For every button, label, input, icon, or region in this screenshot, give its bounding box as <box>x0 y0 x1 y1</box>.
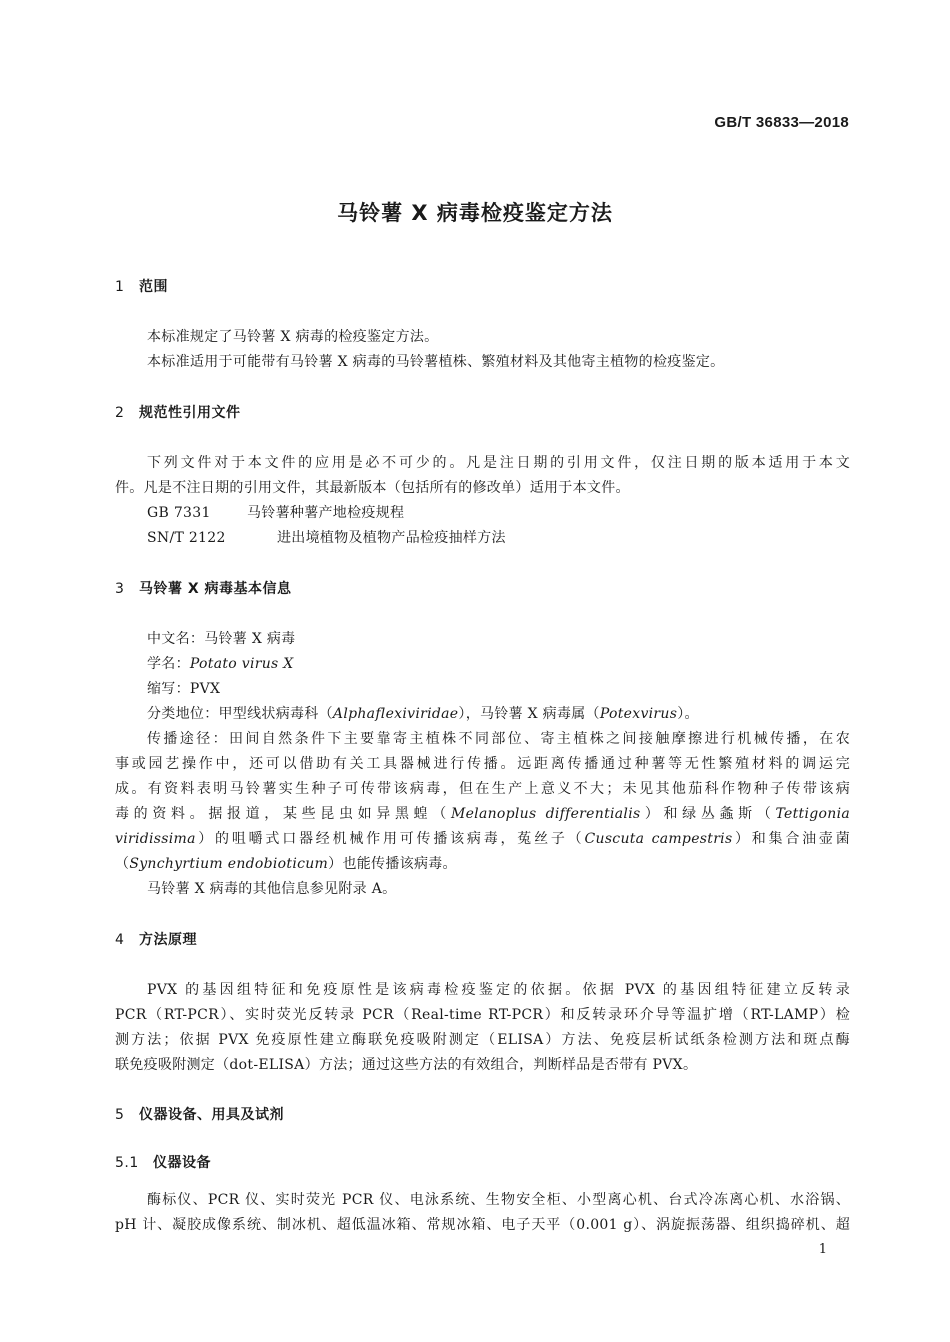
text: ）。 <box>677 706 699 722</box>
text: ）也能传播该病毒。 <box>328 856 457 872</box>
section-number: 5 <box>115 1107 125 1123</box>
text: ）和集合油壶菌 <box>732 831 850 847</box>
section-title: 范围 <box>139 279 168 295</box>
section-number: 1 <box>115 279 125 295</box>
abbreviation: 缩写：PVX <box>147 681 221 697</box>
label: 学名： <box>147 656 190 672</box>
transmission-line: 成。有资料表明马铃薯实生种子可传带该病毒，但在生产上意义不大；未见其他茄科作物种子传带该病 <box>115 781 850 797</box>
paragraph-line: 酶标仪、PCR 仪、实时荧光 PCR 仪、电泳系统、生物安全柜、小型离心机、台式冷冻离心机、水浴锅、 <box>147 1192 850 1208</box>
section-title: 马铃薯 X 病毒基本信息 <box>139 581 292 597</box>
section-number: 3 <box>115 581 125 597</box>
paragraph-line: pH 计、凝胶成像系统、制冰机、超低温冰箱、常规冰箱、电子天平（0.001 g）、涡旋振荡器、组织捣碎机、超 <box>115 1217 850 1233</box>
text: 分类地位：甲型线状病毒科（ <box>147 706 333 722</box>
section-1-heading <box>115 276 168 296</box>
reference-code: GB 7331 <box>147 505 211 521</box>
transmission-line: 传播途径：田间自然条件下主要靠寄主植株不同部位、寄主植株之间接触摩擦进行机械传播，在农 <box>147 731 850 747</box>
section-2-heading <box>115 402 241 422</box>
text: 毒的资料。据报道，某些昆虫如异黑蝗（ <box>115 806 451 822</box>
section-number: 2 <box>115 405 125 421</box>
paragraph-line: PCR（RT-PCR）、实时荧光反转录 PCR（Real-time RT-PCR）和反转录环介导等温扩增（RT-LAMP）检 <box>115 1007 850 1023</box>
reference-code: SN/T 2122 <box>147 530 226 546</box>
transmission-line: 事或园艺操作中，还可以借助有关工具器械进行传播。远距离传播通过种薯等无性繁殖材料的调运完 <box>115 756 850 772</box>
latin-name: Tettigonia <box>775 806 850 822</box>
subsection-number: 5.1 <box>115 1155 139 1171</box>
chinese-name: 中文名：马铃薯 X 病毒 <box>147 631 296 647</box>
subsection-heading <box>115 1152 211 1172</box>
text: ）的咀嚼式口器经机械作用可传播该病毒，菟丝子（ <box>195 831 585 847</box>
paragraph-line: 联免疫吸附测定（dot-ELISA）方法；通过这些方法的有效组合，判断样品是否带有 PVX。 <box>115 1057 698 1073</box>
paragraph: 下列文件对于本文件的应用是必不可少的。凡是注日期的引用文件，仅注日期的版本适用于本文 <box>147 455 850 471</box>
latin-name: Melanoplus differentialis <box>450 806 641 822</box>
text: （ <box>115 856 130 872</box>
subsection-title: 仪器设备 <box>153 1155 211 1171</box>
text: ），马铃薯 X 病毒属（ <box>458 706 600 722</box>
section-3-heading <box>115 578 292 598</box>
latin-name: Potexvirus <box>599 706 678 722</box>
reference-name: 进出境植物及植物产品检疫抽样方法 <box>277 530 506 546</box>
paragraph: 本标准规定了马铃薯 X 病毒的检疫鉴定方法。 <box>147 329 439 345</box>
transmission-line <box>115 803 850 823</box>
latin-name: viridissima <box>115 831 196 847</box>
section-title: 方法原理 <box>139 932 197 948</box>
paragraph-line: 测方法；依据 PVX 免疫原性建立酶联免疫吸附测定（ELISA）方法、免疫层析试纸条检测方法和斑点酶 <box>115 1032 850 1048</box>
page-number: 1 <box>818 1242 827 1257</box>
transmission-line <box>115 828 850 848</box>
reference-item <box>147 527 506 547</box>
section-title: 规范性引用文件 <box>139 405 241 421</box>
latin-name: Cuscuta campestris <box>584 831 733 847</box>
transmission-line <box>115 853 850 873</box>
taxonomy <box>147 703 699 723</box>
paragraph: 马铃薯 X 病毒的其他信息参见附录 A。 <box>147 881 397 897</box>
text: ）和绿丛螽斯（ <box>640 806 776 822</box>
section-5-heading <box>115 1104 284 1124</box>
section-number: 4 <box>115 932 125 948</box>
standard-code: GB/T 36833—2018 <box>714 114 849 131</box>
reference-name: 马铃薯种薯产地检疫规程 <box>247 505 405 521</box>
paragraph-line: PVX 的基因组特征和免疫原性是该病毒检疫鉴定的依据。依据 PVX 的基因组特征建立反转录 <box>147 982 850 998</box>
paragraph: 件。凡是不注日期的引用文件，其最新版本（包括所有的修改单）适用于本文件。 <box>115 480 630 496</box>
section-title: 仪器设备、用具及试剂 <box>139 1107 284 1123</box>
latin-name: Alphaflexiviridae <box>332 706 459 722</box>
latin-name: Potato virus X <box>189 656 294 672</box>
section-4-heading <box>115 929 197 949</box>
reference-item <box>147 502 404 522</box>
paragraph: 本标准适用于可能带有马铃薯 X 病毒的马铃薯植株、繁殖材料及其他寄主植物的检疫鉴定。 <box>147 354 725 370</box>
document-title: 马铃薯 X 病毒检疫鉴定方法 <box>337 201 613 225</box>
scientific-name <box>147 653 294 673</box>
latin-name: Synchyrtium endobioticum <box>129 856 329 872</box>
